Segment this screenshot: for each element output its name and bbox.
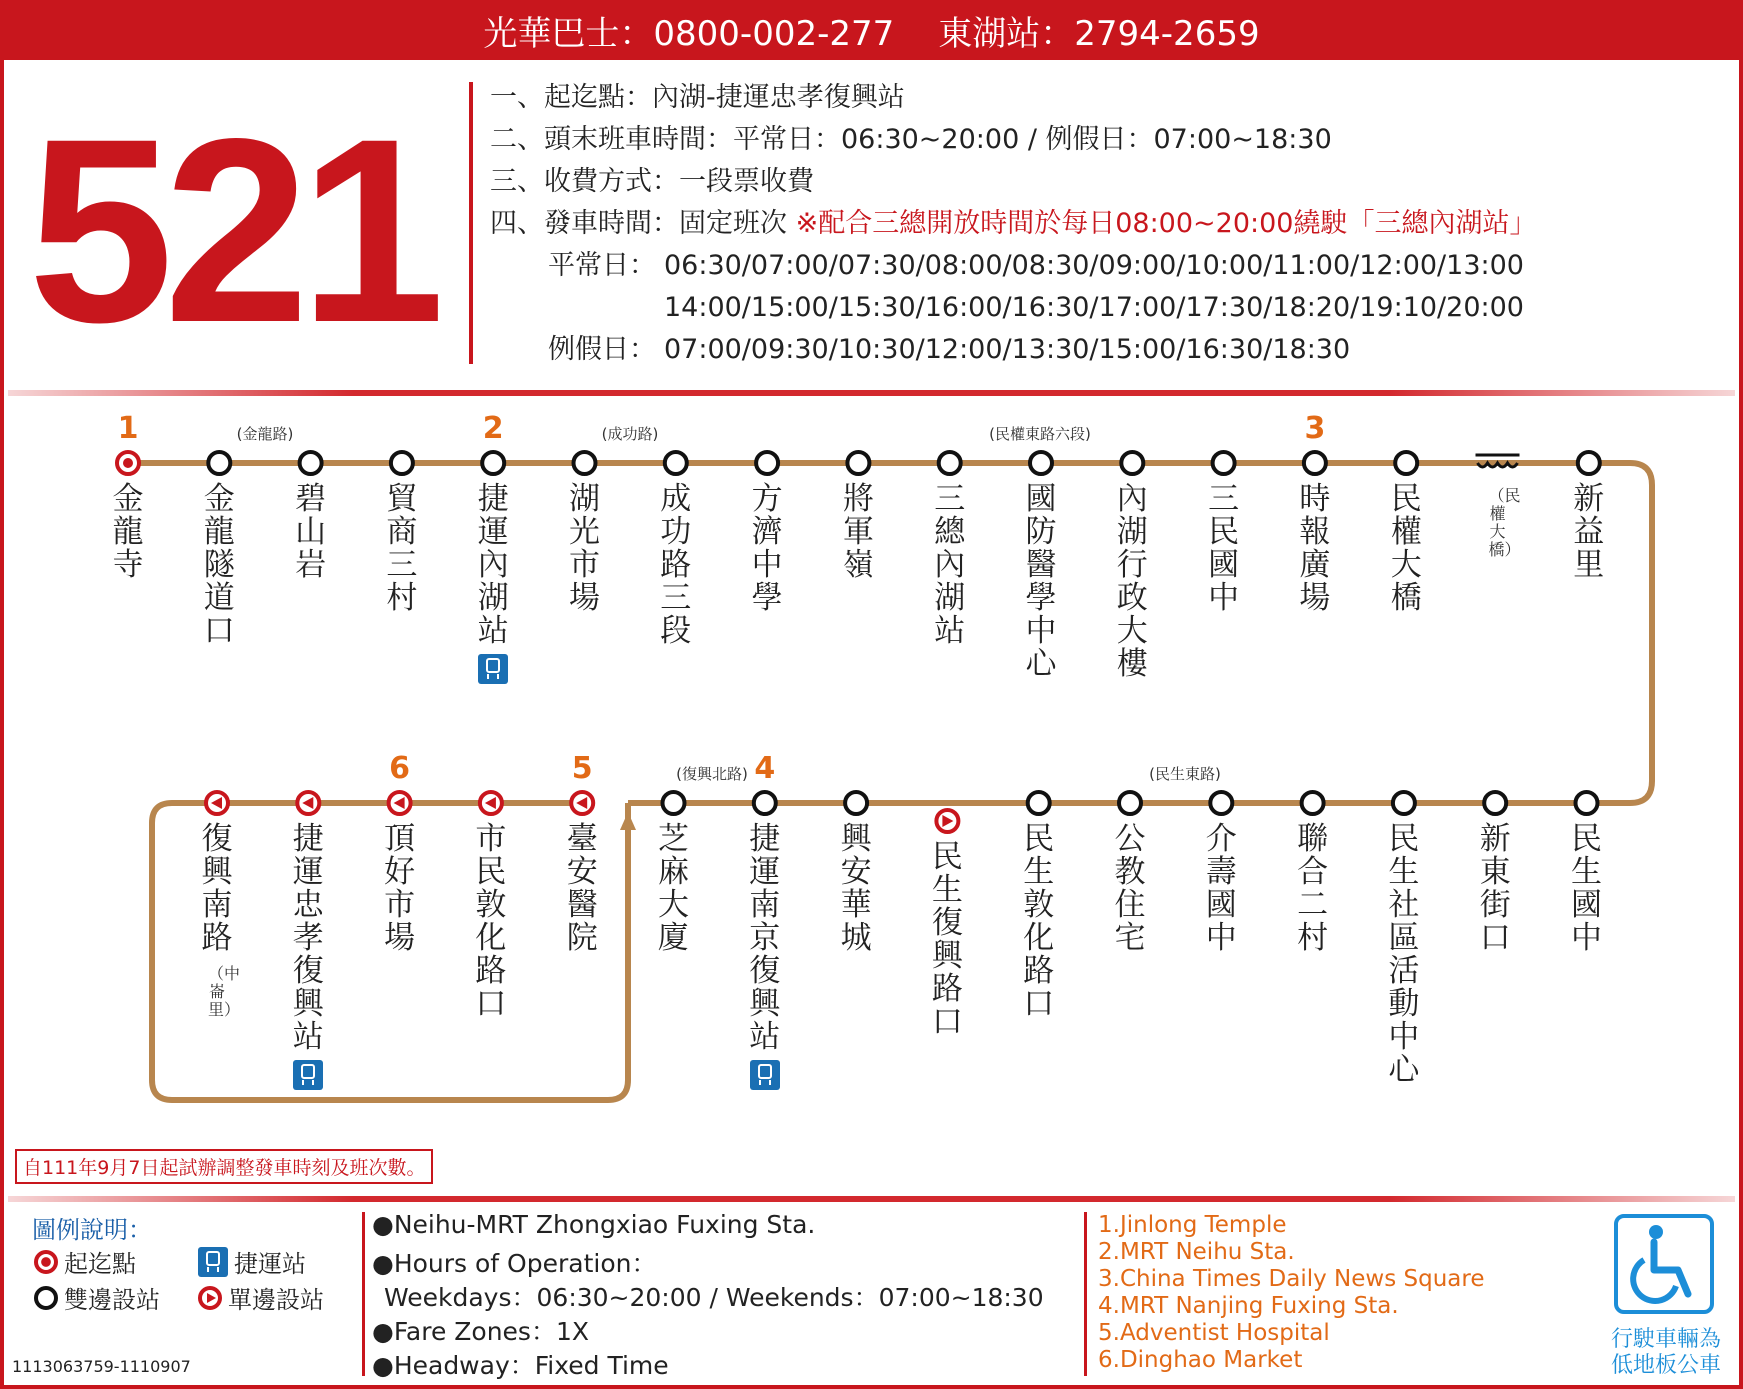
road-label: (民生東路) xyxy=(1149,765,1221,783)
bottom-stop-7-marker xyxy=(845,792,867,814)
landmark-6: 6.Dinghao Market xyxy=(1098,1347,1303,1373)
stop-name: 三民國中 xyxy=(1208,481,1240,616)
en-line-2: ●Hours of Operation： xyxy=(372,1249,657,1278)
divider-bottom xyxy=(8,1196,1735,1202)
stop-name: 成功路三段 xyxy=(660,481,692,649)
bottom-stop-10-marker xyxy=(1119,792,1141,814)
weekday-times-1: 06:30/07:00/07:30/08:00/08:30/09:00/10:00/11:00/12:00/13:00 xyxy=(664,250,1524,281)
landmark-4: 4.MRT Nanjing Fuxing Sta. xyxy=(1098,1293,1399,1319)
landmark-5: 5.Adventist Hospital xyxy=(1098,1320,1330,1346)
mrt-icon xyxy=(750,1060,780,1090)
en-line-4: ●Fare Zones：1X xyxy=(372,1317,589,1346)
bottom-stop-15-marker xyxy=(1576,792,1598,814)
bottom-stop-9-marker xyxy=(1028,792,1050,814)
mrt-badge xyxy=(750,1054,780,1094)
legend-both-label: 雙邊設站 xyxy=(64,1286,160,1314)
wheelchair-icon xyxy=(1614,1214,1714,1314)
landmark-number-4: 4 xyxy=(754,751,776,786)
terminal-icon xyxy=(34,1250,58,1274)
stop-name: 市民敦化路口 xyxy=(475,821,507,1022)
bottom-stop-14-marker xyxy=(1484,792,1506,814)
stop-name: 碧山岩 xyxy=(295,481,327,583)
stop-sub-label: （民權大橋） xyxy=(1488,486,1521,559)
landmark-1: 1.Jinlong Temple xyxy=(1098,1212,1287,1238)
stop-name: 捷運南京復興站 xyxy=(749,821,781,1055)
stop-sub-label: （中崙里） xyxy=(208,964,241,1019)
departure-prefix: 四、發車時間：固定班次 xyxy=(490,208,787,239)
legend-terminal xyxy=(34,1244,136,1279)
road-label: (金龍路) xyxy=(236,425,294,443)
top-stop-4-marker xyxy=(482,452,504,474)
top-stop-16-marker xyxy=(1578,452,1600,474)
stop-name: 民生復興路口 xyxy=(931,839,963,1040)
top-stop-3-marker xyxy=(391,452,413,474)
en-line-1: ●Neihu-MRT Zhongxiao Fuxing Sta. xyxy=(372,1210,816,1239)
top-stop-0-terminal-dot xyxy=(123,458,133,468)
landmark-number-2: 2 xyxy=(482,411,504,446)
company-phone: 光華巴士：0800-002-277 xyxy=(483,13,895,54)
stop-name: 時報廣場 xyxy=(1299,481,1331,616)
landmark-number-3: 3 xyxy=(1304,411,1326,446)
stop-name: 臺安醫院 xyxy=(566,821,598,956)
legend-title: 圖例說明： xyxy=(32,1216,152,1244)
landmark-separator xyxy=(1084,1212,1087,1376)
legend-oneway xyxy=(198,1280,324,1315)
top-stop-5-marker xyxy=(574,452,596,474)
stop-name: 興安華城 xyxy=(840,821,872,956)
stop-name: 介壽國中 xyxy=(1205,821,1237,956)
top-stop-2-marker xyxy=(300,452,322,474)
legend-terminal-label: 起迄點 xyxy=(64,1250,136,1278)
top-stop-13-marker xyxy=(1304,452,1326,474)
both-side-stop-icon xyxy=(34,1286,58,1310)
stop-name: 捷運忠孝復興站 xyxy=(292,821,324,1055)
accessibility-note: 行駛車輛為低地板公車 xyxy=(1610,1327,1721,1378)
schedule-note: 自111年9月7日起試辦調整發車時刻及班次數。 xyxy=(15,1149,433,1184)
weekday-times-2: 14:00/15:00/15:30/16:00/16:30/17:00/17:30/18:20/19:10/20:00 xyxy=(664,292,1524,323)
stop-name: 復興南路 xyxy=(201,821,233,956)
bottom-stop-6-marker xyxy=(754,792,776,814)
info-fare: 三、收費方式：一段票收費 xyxy=(490,166,814,197)
en-line-5: ●Headway：Fixed Time xyxy=(372,1351,669,1380)
top-stop-10-marker xyxy=(1030,452,1052,474)
stop-name: 金龍隧道口 xyxy=(203,481,235,649)
stop-name: 頂好市場 xyxy=(384,821,416,956)
top-stop-9-marker xyxy=(939,452,961,474)
stop-name: 民生敦化路口 xyxy=(1023,821,1055,1022)
top-stop-14-marker xyxy=(1395,452,1417,474)
landmark-2: 2.MRT Neihu Sta. xyxy=(1098,1239,1295,1265)
route-number: 521 xyxy=(28,84,436,377)
stop-name: 湖光市場 xyxy=(569,481,600,616)
stop-name: 將軍嶺 xyxy=(842,481,874,583)
stop-name: 捷運內湖站 xyxy=(477,481,509,649)
road-label: (成功路) xyxy=(601,425,659,443)
landmark-number-6: 6 xyxy=(389,751,411,786)
departure-note: ※配合三總開放時間於每日08:00~20:00繞駛「三總內湖站」 xyxy=(795,208,1537,239)
station-phone: 東湖站：2794-2659 xyxy=(938,13,1260,54)
one-side-stop-icon xyxy=(198,1286,222,1310)
legend-both xyxy=(34,1280,160,1315)
stop-name: 聯合二村 xyxy=(1297,821,1329,956)
document-code: 1113063759-1110907 xyxy=(12,1357,191,1376)
direction-arrow xyxy=(620,812,636,830)
road-label: (民權東路六段) xyxy=(989,425,1091,443)
top-stop-8-marker xyxy=(847,452,869,474)
landmark-number-5: 5 xyxy=(571,751,593,786)
top-stop-12-marker xyxy=(1213,452,1235,474)
legend-oneway-label: 單邊設站 xyxy=(228,1286,324,1314)
weekday-label: 平常日： xyxy=(548,250,656,281)
top-stop-1-marker xyxy=(208,452,230,474)
stop-name: 三總內湖站 xyxy=(934,481,966,649)
stop-name: 方濟中學 xyxy=(751,481,783,616)
stop-name: 公教住宅 xyxy=(1114,821,1146,956)
mrt-badge xyxy=(293,1054,323,1094)
bottom-stop-12-marker xyxy=(1302,792,1324,814)
holiday-times: 07:00/09:30/10:30/12:00/13:30/15:00/16:30/18:30 xyxy=(664,334,1351,365)
legend-mrt-label: 捷運站 xyxy=(234,1250,306,1278)
info-hours: 二、頭末班車時間：平常日：06:30~20:00 / 例假日：07:00~18:30 xyxy=(490,124,1332,155)
stop-name: 金龍寺 xyxy=(112,481,144,583)
info-endpoints: 一、起迄點：內湖-捷運忠孝復興站 xyxy=(490,82,905,113)
stop-name: 芝麻大廈 xyxy=(658,821,689,956)
stop-name: 貿商三村 xyxy=(386,481,418,616)
stop-name: 內湖行政大樓 xyxy=(1116,481,1148,682)
top-stop-6-marker xyxy=(665,452,687,474)
stop-name: 國防醫學中心 xyxy=(1025,481,1057,682)
top-stop-11-marker xyxy=(1121,452,1143,474)
bottom-stop-11-marker xyxy=(1210,792,1232,814)
stop-name: 新益里 xyxy=(1573,481,1605,583)
landmark-number-1: 1 xyxy=(117,411,139,446)
top-stop-7-marker xyxy=(756,452,778,474)
bottom-stop-13-marker xyxy=(1393,792,1415,814)
legend-separator xyxy=(362,1212,365,1376)
holiday-label: 例假日： xyxy=(548,334,656,365)
bottom-stop-5-marker xyxy=(663,792,685,814)
mrt-badge xyxy=(478,648,508,688)
stop-name: 民生社區活動中心 xyxy=(1388,821,1420,1088)
mrt-icon xyxy=(478,654,508,684)
stop-name: 民生國中 xyxy=(1571,821,1602,956)
stop-name: 民權大橋 xyxy=(1390,481,1422,616)
legend-mrt xyxy=(198,1244,306,1279)
mrt-icon xyxy=(293,1060,323,1090)
mrt-icon xyxy=(198,1247,228,1277)
route-line xyxy=(128,463,1652,1100)
road-label: (復興北路) xyxy=(676,765,748,783)
stop-name: 新東街口 xyxy=(1479,821,1511,956)
landmark-3: 3.China Times Daily News Square xyxy=(1098,1266,1485,1292)
en-line-3: Weekdays：06:30~20:00 / Weekends：07:00~18:30 xyxy=(384,1283,1044,1312)
